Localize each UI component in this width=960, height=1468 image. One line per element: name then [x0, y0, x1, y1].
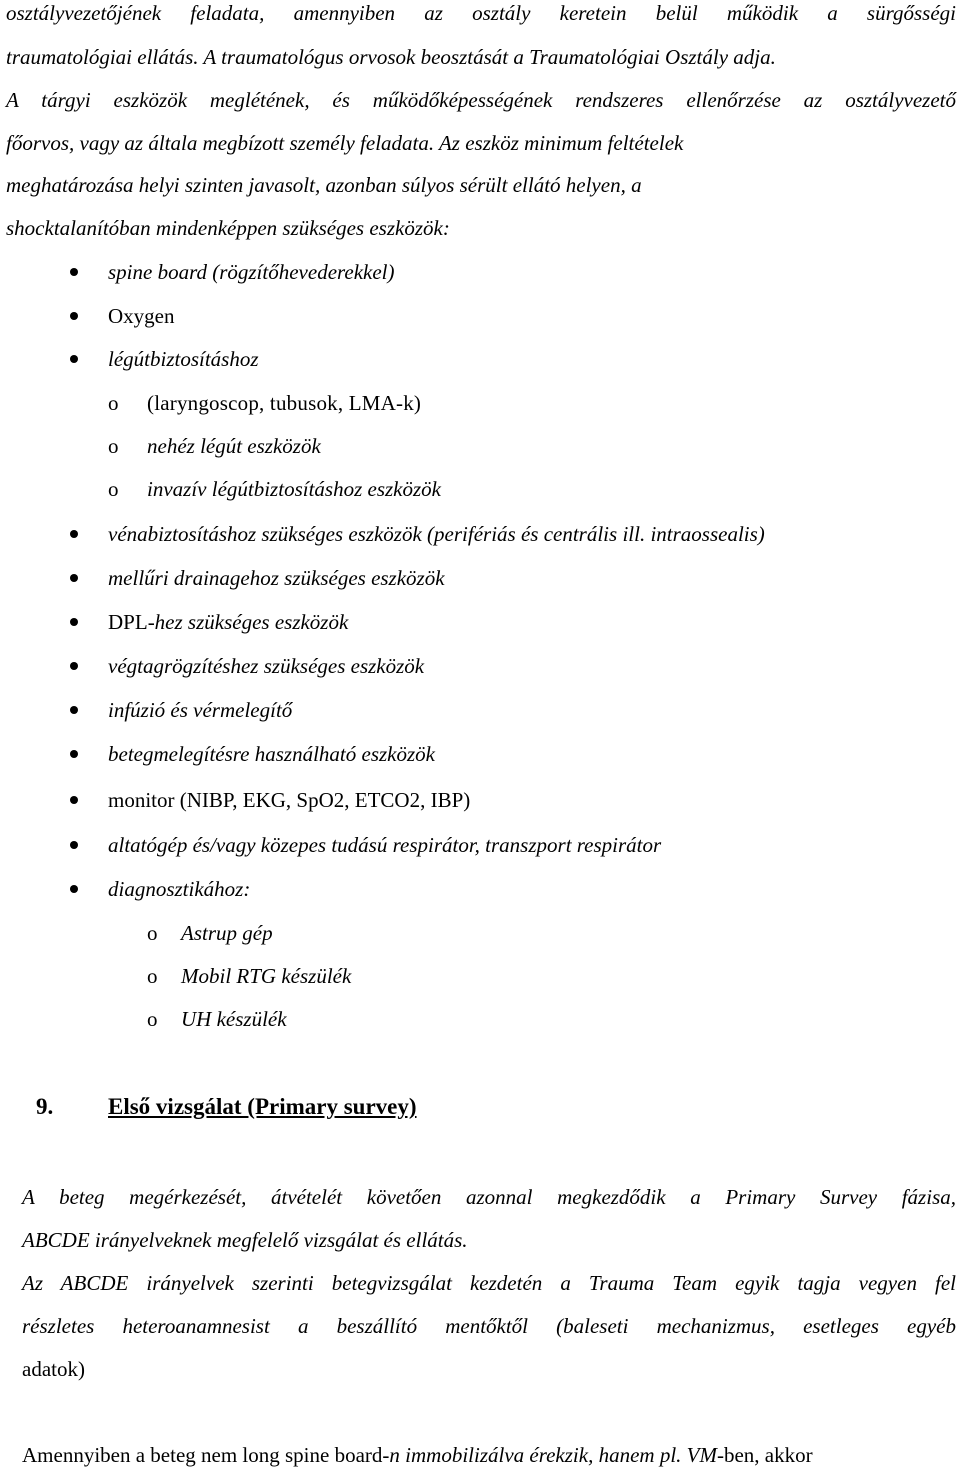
bullet-icon [70, 706, 78, 714]
sub-bullet-icon: o [108, 434, 119, 458]
bullet-icon [70, 662, 78, 670]
list-item: végtagrögzítéshez szükséges eszközök [108, 654, 425, 678]
sub-bullet-icon: o [147, 1007, 158, 1031]
body-p2-line-3: adatok) [22, 1357, 85, 1381]
list-item: spine board (rögzítőhevederekkel) [108, 260, 395, 284]
bullet-icon [70, 268, 78, 276]
intro-line-2: traumatológiai ellátás. A traumatológus orvosok beosztását a Traumatológiai Osztály adja. [6, 45, 776, 69]
sub-list-item: UH készülék [181, 1007, 287, 1031]
sub-bullet-icon: o [147, 964, 158, 988]
list-item: mellűri drainagehoz szükséges eszközök [108, 566, 445, 590]
list-item: betegmelegítésre használható eszközök [108, 742, 435, 766]
section-number: 9. [36, 1094, 54, 1119]
list-item: infúzió és vérmelegítő [108, 698, 293, 722]
body-p2-line-1: Az ABCDE irányelvek szerinti betegvizsgálat kezdetén a Trauma Team egyik tagja vegyen fel [22, 1271, 956, 1295]
bullet-icon [70, 530, 78, 538]
bullet-icon [70, 574, 78, 582]
bullet-icon [70, 796, 78, 804]
list-item: vénabiztosításhoz szükséges eszközök (perifériás és centrális ill. intraossealis) [108, 522, 765, 546]
bullet-icon [70, 885, 78, 893]
body-p3-part-c: -ben, akkor [716, 1443, 813, 1467]
sub-bullet-icon: o [147, 921, 158, 945]
sub-bullet-icon: o [108, 477, 119, 501]
body-p1-line-1: A beteg megérkezését, átvételét követően azonnal megkezdődik a Primary Survey fázisa, [22, 1185, 956, 1209]
bullet-icon [70, 841, 78, 849]
section-title: Első vizsgálat (Primary survey) [108, 1094, 417, 1119]
intro-line-5: meghatározása helyi szinten javasolt, azonban súlyos sérült ellátó helyen, a [6, 173, 642, 197]
list-item-suffix: -hez szükséges eszközök [147, 610, 349, 634]
list-item [108, 609, 348, 635]
intro-line-1: osztályvezetőjének feladata, amennyiben az osztály keretein belül működik a sürgősségi [6, 1, 956, 25]
body-p3-line-1 [22, 1442, 813, 1468]
body-p2-line-2: részletes heteroanamnesist a beszállító mentőktől (baleseti mechanizmus, esetleges egyéb [22, 1314, 956, 1338]
body-p1-line-2: ABCDE irányelveknek megfelelő vizsgálat és ellátás. [22, 1228, 468, 1252]
bullet-icon [70, 355, 78, 363]
bullet-icon [70, 312, 78, 320]
list-item-prefix: DPL [108, 610, 148, 634]
body-p3-part-b: -n immobilizálva érekzik, hanem pl. VM [382, 1443, 717, 1467]
list-item: altatógép és/vagy közepes tudású respirátor, transzport respirátor [108, 833, 662, 857]
bullet-icon [70, 750, 78, 758]
list-item: diagnosztikához: [108, 877, 251, 901]
bullet-icon [70, 618, 78, 626]
sub-list-item: Mobil RTG készülék [181, 964, 352, 988]
sub-list-item: invazív légútbiztosításhoz eszközök [147, 477, 441, 501]
list-item: monitor (NIBP, EKG, SpO2, ETCO2, IBP) [108, 788, 471, 812]
intro-line-6: shocktalanítóban mindenképpen szükséges eszközök: [6, 216, 450, 240]
sub-list-item: (laryngoscop, tubusok, LMA-k) [147, 391, 422, 415]
intro-line-3: A tárgyi eszközök meglétének, és működőképességének rendszeres ellenőrzése az osztályvezető [6, 88, 956, 112]
sub-list-item: nehéz légút eszközök [147, 434, 321, 458]
body-p3-part-a: Amennyiben a beteg nem long spine board [22, 1443, 383, 1467]
list-item: légútbiztosításhoz [108, 347, 259, 371]
sub-list-item: Astrup gép [181, 921, 273, 945]
intro-line-4: főorvos, vagy az általa megbízott személy feladata. Az eszköz minimum feltételek [6, 131, 684, 155]
list-item: Oxygen [108, 304, 175, 328]
sub-bullet-icon: o [108, 391, 119, 415]
